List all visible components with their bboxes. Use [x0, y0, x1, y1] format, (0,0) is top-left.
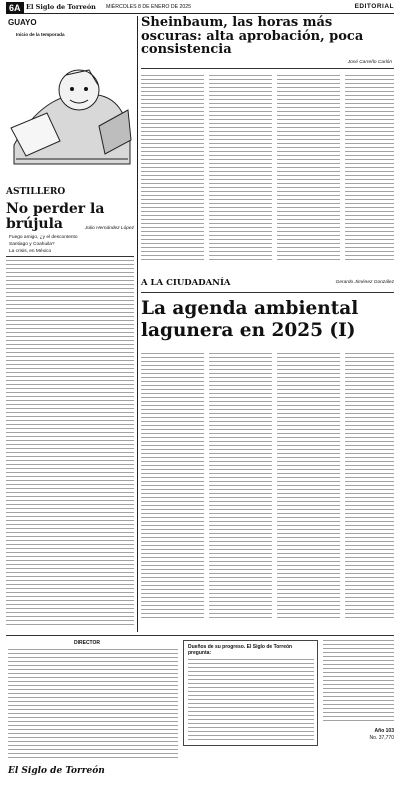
page-number: 6A — [6, 2, 24, 14]
cartoon-illustration — [6, 40, 134, 165]
left-intro-1: Fuego amigo, ¿y el descontento — [9, 235, 78, 240]
second-column-2 — [209, 353, 272, 621]
second-rule — [141, 292, 394, 293]
second-column-3 — [277, 353, 340, 621]
cartoon — [6, 18, 134, 168]
cartoon-caption: Inicio de la temporada — [16, 32, 65, 37]
second-kicker: A LA CIUDADANÍA — [141, 278, 231, 288]
lead-column-1 — [141, 75, 204, 260]
column-divider — [137, 16, 138, 632]
left-rule — [6, 256, 134, 257]
left-kicker: ASTILLERO — [6, 187, 66, 197]
issue-number: No. 37,770 — [369, 735, 394, 741]
lead-column-4 — [345, 75, 394, 260]
staff-title: DIRECTOR — [74, 640, 101, 646]
subscription-list — [188, 659, 314, 743]
lead-author: José Carreño Carlón — [347, 60, 392, 65]
footer-staff — [6, 640, 180, 760]
left-body — [6, 260, 134, 627]
lead-headline: Sheinbaum, las horas más oscuras: alta aprobación, poca consistencia — [141, 15, 364, 57]
second-column-1 — [141, 353, 204, 621]
section-name: EDITORIAL — [354, 3, 394, 10]
lead-rule — [141, 68, 394, 69]
subscription-box — [183, 640, 318, 746]
subscription-title: Dueños de su progreso. El Siglo de Torreón pregunta: — [188, 644, 293, 656]
left-intro-2: Santiago y Coahuila? — [9, 242, 55, 247]
staff-list — [8, 649, 178, 759]
second-column-4 — [345, 353, 394, 621]
contact-list — [323, 640, 394, 724]
second-author: Gerardo Jiménez González — [335, 280, 394, 285]
lead-column-3 — [277, 75, 340, 260]
lead-article — [141, 16, 394, 269]
second-article — [141, 278, 394, 628]
footer-contact — [323, 640, 394, 746]
left-author: Julio Hernández López — [84, 226, 134, 231]
footer-rule — [6, 635, 394, 636]
issue-year: Año 103 — [374, 728, 394, 734]
left-intro-3: La crisis, en México — [9, 249, 52, 254]
lead-column-2 — [209, 75, 272, 260]
left-headline: No perder la brújula — [6, 201, 105, 232]
masthead — [6, 2, 394, 14]
second-headline: La agenda ambiental lagunera en 2025 (I) — [141, 298, 359, 341]
issue-date: MIÉRCOLES 8 DE ENERO DE 2025 — [106, 4, 192, 10]
footer-logo: El Siglo de Torreón — [8, 766, 105, 776]
left-column — [6, 187, 134, 627]
cartoon-title: GUAYO — [8, 18, 37, 27]
newspaper-name: El Siglo de Torreón — [26, 3, 96, 11]
